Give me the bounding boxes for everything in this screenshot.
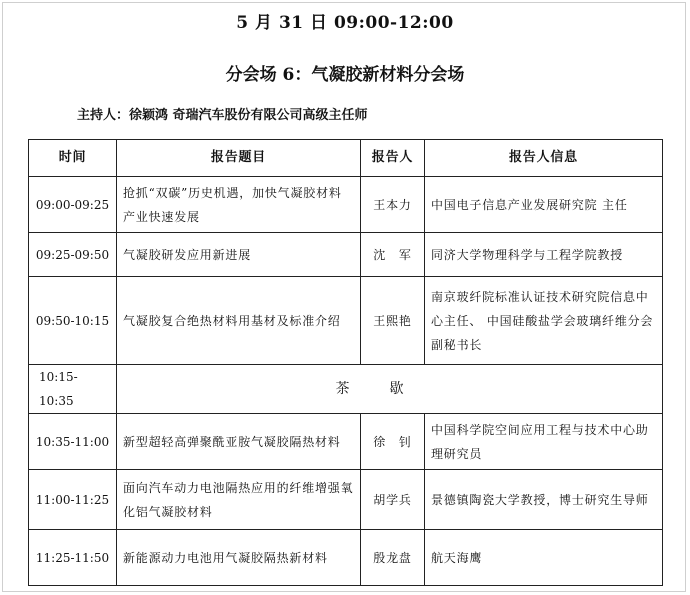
table-row — [29, 233, 663, 277]
break-time: 10:15-10:35 — [29, 365, 117, 414]
cell-info: 中国电子信息产业发展研究院 主任 — [425, 177, 663, 233]
table-row — [29, 177, 663, 233]
cell-speaker: 胡学兵 — [361, 470, 425, 530]
table-row — [29, 530, 663, 586]
cell-speaker: 殷龙盘 — [361, 530, 425, 586]
cell-speaker: 徐 钊 — [361, 414, 425, 470]
table-row — [29, 414, 663, 470]
cell-title: 新能源动力电池用气凝胶隔热新材料 — [117, 530, 361, 586]
table-header-row — [29, 140, 663, 177]
header-time: 时间 — [29, 140, 117, 177]
cell-info: 南京玻纤院标准认证技术研究院信息中心主任、 中国硅酸盐学会玻璃纤维分会副秘书长 — [425, 277, 663, 365]
cell-time: 09:50-10:15 — [29, 277, 117, 365]
header-title: 报告题目 — [117, 140, 361, 177]
cell-info: 同济大学物理科学与工程学院教授 — [425, 233, 663, 277]
schedule-table — [28, 139, 663, 586]
cell-time: 09:25-09:50 — [29, 233, 117, 277]
date-line: 5 月 31 日 09:00-12:00 — [236, 13, 454, 33]
cell-speaker: 沈 军 — [361, 233, 425, 277]
cell-title: 新型超轻高弹聚酰亚胺气凝胶隔热材料 — [117, 414, 361, 470]
session-title: 分会场 6：气凝胶新材料分会场 — [225, 65, 465, 85]
break-label: 茶歇 — [117, 365, 663, 414]
header-info: 报告人信息 — [425, 140, 663, 177]
header-speaker: 报告人 — [361, 140, 425, 177]
table-row — [29, 277, 663, 365]
cell-speaker: 王熙艳 — [361, 277, 425, 365]
cell-time: 10:35-11:00 — [29, 414, 117, 470]
cell-title: 气凝胶研发应用新进展 — [117, 233, 361, 277]
cell-info: 中国科学院空间应用工程与技术中心助理研究员 — [425, 414, 663, 470]
table-row — [29, 470, 663, 530]
cell-time: 09:00-09:25 — [29, 177, 117, 233]
cell-title: 抢抓“双碳”历史机遇，加快气凝胶材料产业快速发展 — [117, 177, 361, 233]
host-line: 主持人：徐颖鸿 奇瑞汽车股份有限公司高级主任师 — [77, 108, 368, 123]
cell-title: 气凝胶复合绝热材料用基材及标准介绍 — [117, 277, 361, 365]
cell-time: 11:00-11:25 — [29, 470, 117, 530]
cell-info: 航天海鹰 — [425, 530, 663, 586]
cell-info: 景德镇陶瓷大学教授，博士研究生导师 — [425, 470, 663, 530]
cell-time: 11:25-11:50 — [29, 530, 117, 586]
cell-speaker: 王本力 — [361, 177, 425, 233]
cell-title: 面向汽车动力电池隔热应用的纤维增强氧化铝气凝胶材料 — [117, 470, 361, 530]
break-row — [29, 365, 663, 414]
